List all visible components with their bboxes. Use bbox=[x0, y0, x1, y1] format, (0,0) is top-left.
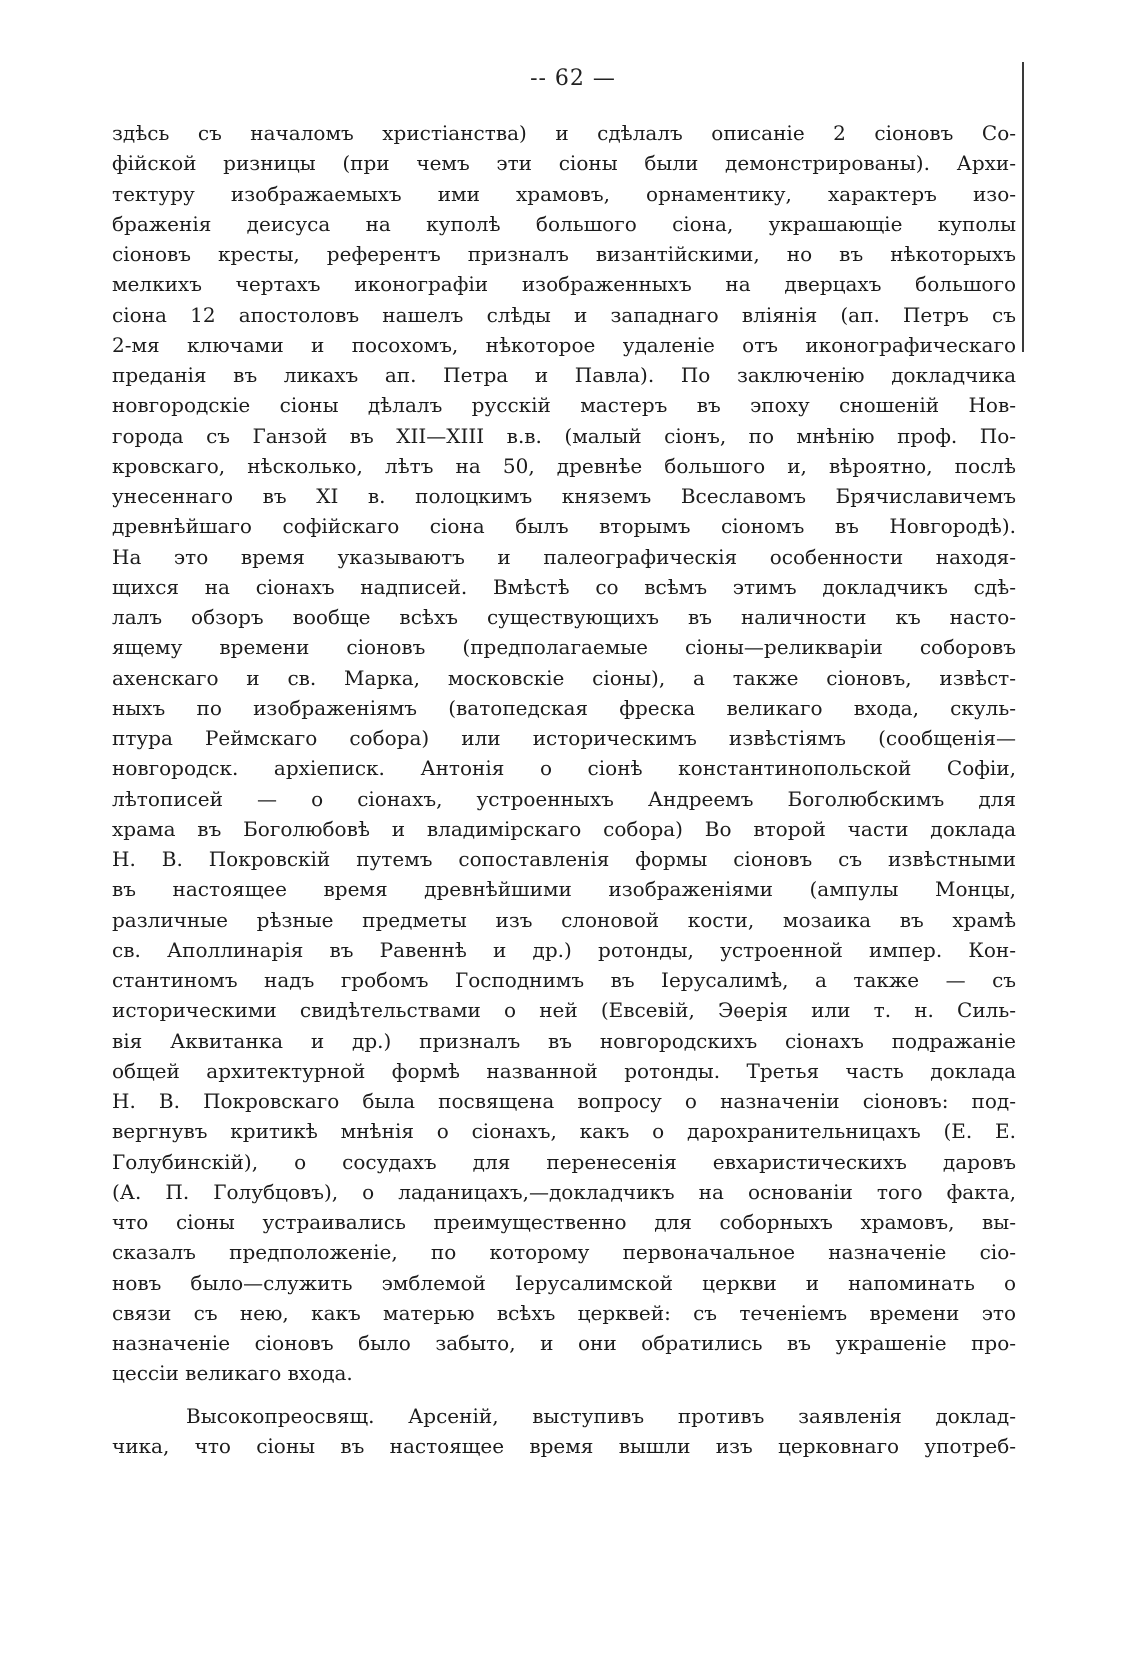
text-line: историческими свидѣтельствами о ней (Евсевій, Эѳерія или т. н. Силь- bbox=[112, 998, 1016, 1023]
text-line: унесеннаго въ XI в. полоцкимъ княземъ Всеславомъ Брячиславичемъ bbox=[112, 484, 1016, 508]
paragraph-1 bbox=[112, 118, 1016, 1389]
margin-rule bbox=[1022, 62, 1024, 352]
text-line: вергнувъ критикѣ мнѣнія о сіонахъ, какъ о дарохранительницахъ (Е. Е. bbox=[112, 1119, 1016, 1144]
text-line: (А. П. Голубцовъ), о ладаницахъ,—докладчикъ на основаніи того факта, bbox=[112, 1179, 1016, 1204]
page-number: -- 62 — bbox=[530, 66, 616, 91]
text-line: ныхъ по изображеніямъ (ватопедская фреска великаго входа, скуль- bbox=[112, 695, 1016, 720]
text-line: общей архитектурной формѣ названной ротонды. Третья часть доклада bbox=[112, 1058, 1016, 1083]
text-line: мелкихъ чертахъ иконографіи изображенныхъ на дверцахъ большого bbox=[112, 272, 1016, 297]
text-line: 2-мя ключами и посохомъ, нѣкоторое удаленіе отъ иконографическаго bbox=[112, 332, 1016, 357]
text-line: въ настоящее время древнѣйшими изображеніями (ампулы Монцы, bbox=[112, 877, 1016, 902]
text-line: преданія въ ликахъ ап. Петра и Павла). По заключенію докладчика bbox=[112, 363, 1016, 387]
text-line: лѣтописей — о сіонахъ, устроенныхъ Андреемъ Боголюбскимъ для bbox=[112, 786, 1016, 811]
text-line: сказалъ предположеніе, по которому первоначальное назначеніе сіо- bbox=[112, 1240, 1016, 1265]
text-line: щихся на сіонахъ надписей. Вмѣстѣ со всѣмъ этимъ докладчикъ сдѣ- bbox=[112, 574, 1016, 599]
text-line: новгородскіе сіоны дѣлалъ русскій мастеръ въ эпоху сношеній Нов- bbox=[112, 393, 1016, 418]
text-line: св. Аполлинарія въ Равеннѣ и др.) ротонды, устроенной импер. Кон- bbox=[112, 937, 1016, 962]
paragraph-2 bbox=[112, 1401, 1016, 1462]
text-line: чика, что сіоны въ настоящее время вышли изъ церковнаго употреб- bbox=[112, 1433, 1016, 1458]
text-line: сіоновъ кресты, референтъ призналъ византійскими, но въ нѣкоторыхъ bbox=[112, 242, 1016, 266]
text-line: связи съ нею, какъ матерью всѣхъ церквей: съ теченіемъ времени это bbox=[112, 1300, 1016, 1325]
text-line: новгородск. архіеписк. Антонія о сіонѣ константинопольской Софіи, bbox=[112, 756, 1016, 781]
text-line: древнѣйшаго софійскаго сіона былъ вторымъ сіономъ въ Новгородѣ). bbox=[112, 514, 1016, 539]
text-line: вія Аквитанка и др.) призналъ въ новгородскихъ сіонахъ подражаніе bbox=[112, 1028, 1016, 1053]
text-line: здѣсь съ началомъ христіанства) и сдѣлалъ описаніе 2 сіоновъ Со- bbox=[112, 121, 1016, 145]
paragraph-gap bbox=[112, 1389, 1016, 1401]
text-line: стантиномъ надъ гробомъ Господнимъ въ Іерусалимѣ, а также — съ bbox=[112, 968, 1016, 992]
text-line: фійской ризницы (при чемъ эти сіоны были демонстрированы). Архи- bbox=[112, 151, 1016, 176]
text-line: ящему времени сіоновъ (предполагаемые сіоны—реликваріи соборовъ bbox=[112, 635, 1016, 660]
text-line: браженія деисуса на куполѣ большого сіона, украшающіе куполы bbox=[112, 211, 1016, 236]
body-text bbox=[112, 118, 1016, 1461]
text-line: сіона 12 апостоловъ нашелъ слѣды и западнаго вліянія (ап. Петръ съ bbox=[112, 302, 1016, 327]
text-line: храма въ Боголюбовѣ и владимірскаго собора) Во второй части доклада bbox=[112, 816, 1016, 841]
text-line: лалъ обзоръ вообще всѣхъ существующихъ въ наличности къ насто- bbox=[112, 605, 1016, 629]
text-line: Н. В. Покровскій путемъ сопоставленія формы сіоновъ съ извѣстными bbox=[112, 847, 1016, 871]
text-line: цессіи великаго входа. bbox=[112, 1361, 353, 1386]
text-line: Высокопреосвящ. Арсеній, выступивъ противъ заявленія доклад- bbox=[186, 1403, 1016, 1428]
text-line: новъ было—служить эмблемой Іерусалимской церкви и напоминать о bbox=[112, 1270, 1016, 1295]
text-line: Голубинскій), о сосудахъ для перенесенія евхаристическихъ даровъ bbox=[112, 1149, 1016, 1174]
text-line: ахенскаго и св. Марка, московскіе сіоны), а также сіоновъ, извѣст- bbox=[112, 665, 1016, 690]
text-line: кровскаго, нѣсколько, лѣтъ на 50, древнѣе большого и, вѣроятно, послѣ bbox=[112, 453, 1016, 478]
text-line: что сіоны устраивались преимущественно для соборныхъ храмовъ, вы- bbox=[112, 1210, 1016, 1234]
text-line: назначеніе сіоновъ было забыто, и они обратились въ украшеніе про- bbox=[112, 1331, 1016, 1355]
text-line: тектуру изображаемыхъ ими храмовъ, орнаментику, характеръ изо- bbox=[112, 181, 1016, 206]
text-line: На это время указываютъ и палеографическія особенности находя- bbox=[112, 544, 1016, 569]
text-line: города съ Ганзой въ XII—XIII в.в. (малый сіонъ, по мнѣнію проф. По- bbox=[112, 423, 1016, 448]
text-line: Н. В. Покровскаго была посвящена вопросу о назначеніи сіоновъ: под- bbox=[112, 1089, 1016, 1113]
text-line: птура Реймскаго собора) или историческимъ извѣстіямъ (сообщенія— bbox=[112, 726, 1016, 750]
text-line: различные рѣзные предметы изъ слоновой кости, мозаика въ храмѣ bbox=[112, 907, 1016, 932]
